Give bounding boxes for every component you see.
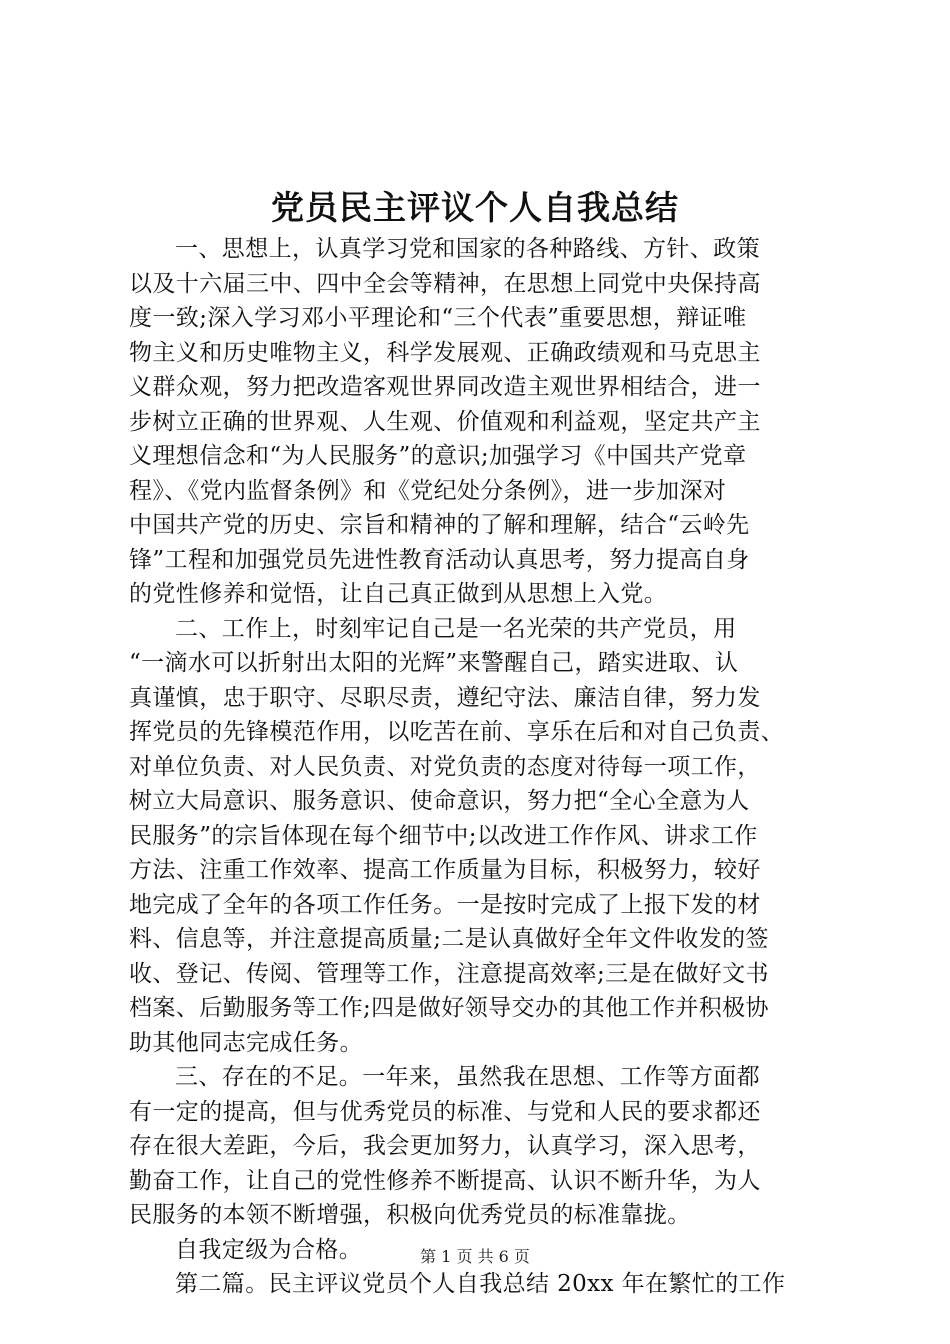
paragraph-line: 锋”工程和加强党员先进性教育活动认真思考，努力提高自身 [129,546,750,573]
paragraph-line: 勤奋工作，让自己的党性修养不断提高、认识不断升华，为人 [129,1167,761,1194]
paragraph-line: 助其他同志完成任务。 [129,1029,363,1056]
paragraph-line: 收、登记、传阅、管理等工作，注意提高效率;三是在做好文书 [129,960,769,987]
paragraph-line: 义群众观，努力把改造客观世界同改造主观世界相结合，进一 [129,374,761,400]
paragraph-line: 度一致;深入学习邓小平理论和“三个代表”重要思想，辩证唯 [129,305,747,331]
paragraph-line: “一滴水可以折射出太阳的光辉”来警醒自己，踏实进取、认 [129,650,739,676]
paragraph-line: 中国共产党的历史、宗旨和精神的了解和理解，结合“云岭先 [129,512,750,538]
paragraph-line: 方法、注重工作效率、提高工作质量为目标，积极努力，较好 [129,857,761,883]
paragraph-line: 程》、《党内监督条例》和《党纪处分条例》，进一步加深对 [129,477,727,504]
paragraph-line: 有一定的提高，但与优秀党员的标准、与党和人民的要求都还 [129,1098,761,1125]
paragraph-line: 料、信息等，并注意提高质量;二是认真做好全年文件收发的签 [129,926,769,952]
paragraph-line: 存在很大差距，今后，我会更加努力，认真学习，深入思考， [129,1133,761,1159]
paragraph-line: 挥党员的先锋模范作用，以吃苦在前、享乐在后和对自己负责、 [129,719,785,745]
document-title: 党员民主评议个人自我总结 [271,188,679,227]
page-number-footer: 第 1 页 共 6 页 [420,1247,530,1266]
paragraph-line: 地完成了全年的各项工作任务。一是按时完成了上报下发的材 [129,891,761,918]
paragraph-line: 一、思想上，认真学习党和国家的各种路线、方针、政策 [175,236,760,262]
paragraph-line: 第二篇。民主评议党员个人自我总结 20xx 年在繁忙的工作 [175,1271,786,1297]
paragraph-line: 义理想信念和“为人民服务”的意识;加强学习《中国共产党章 [129,443,747,469]
paragraph-line: 树立大局意识、服务意识、使命意识，努力把“全心全意为人 [129,788,750,814]
paragraph-line: 民服务”的宗旨体现在每个细节中;以改进工作作风、讲求工作 [129,822,758,849]
paragraph-line: 步树立正确的世界观、人生观、价值观和利益观，坚定共产主 [129,408,761,435]
paragraph-line: 对单位负责、对人民负责、对党负责的态度对待每一项工作， [129,753,761,780]
paragraph-line: 二、工作上，时刻牢记自己是一名光荣的共产党员，用 [175,615,737,642]
paragraph-line: 三、存在的不足。一年来，虽然我在思想、工作等方面都 [175,1064,760,1090]
paragraph-line: 以及十六届三中、四中全会等精神，在思想上同党中央保持高 [129,270,761,297]
paragraph-line: 档案、后勤服务等工作;四是做好领导交办的其他工作并积极协 [129,995,769,1021]
paragraph-line: 物主义和历史唯物主义，科学发展观、正确政绩观和马克思主 [129,339,761,366]
paragraph-line: 自我定级为合格。 [175,1236,363,1263]
paragraph-line: 真谨慎，忠于职守、尽职尽责，遵纪守法、廉洁自律，努力发 [129,684,761,711]
document-body [129,232,849,1302]
paragraph-line: 的党性修养和觉悟，让自己真正做到从思想上入党。 [129,581,668,607]
paragraph-line: 民服务的本领不断增强，积极向优秀党员的标准靠拢。 [129,1202,691,1228]
